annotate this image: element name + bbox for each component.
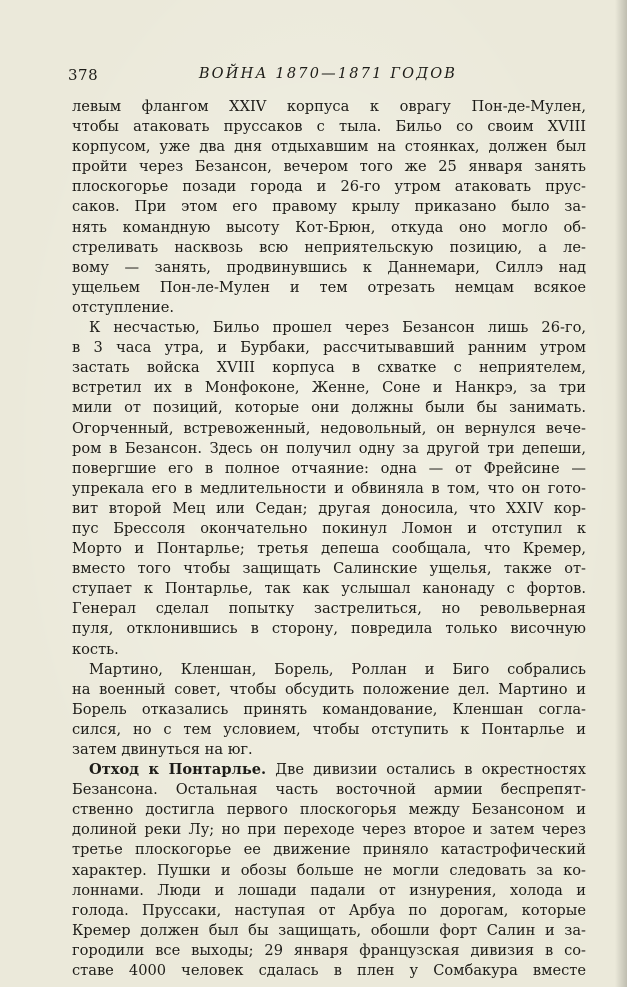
text-line: кость. [72, 640, 119, 658]
text-line: мили от позиций, которые они должны были бы занимать. [72, 399, 586, 417]
text-line: лоннами. Люди и лошади падали от изнурения, холода и [72, 881, 586, 899]
text-line: Борель отказались принять командование, Кленшан согла- [72, 700, 586, 718]
text-line: ущельем Пон-ле-Мулен и тем отрезать немцам всякое [72, 278, 586, 296]
text-line: стреливать насквозь всю неприятельскую позицию, а ле- [72, 238, 586, 256]
page-edge-shadow [615, 0, 627, 987]
text-line: К несчастью, Бильо прошел через Безансон лишь 26-го, [89, 319, 586, 337]
text-line: ственно достигла первого плоскогорья между Безансоном и [72, 801, 586, 819]
text-line: левым флангом XXIV корпуса к оврагу Пон-де-Мулен, [72, 98, 586, 115]
text-line: Огорченный, встревоженный, недовольный, он вернулся вече- [72, 419, 586, 437]
page-number: 378 [68, 66, 99, 84]
text-line: ром в Безансон. Здесь он получил одну за другой три депеши, [72, 439, 586, 457]
running-title: ВОЙНА 1870—1871 ГОДОВ [198, 66, 458, 82]
text-line: пройти через Безансон, вечером того же 25 января занять [72, 158, 586, 176]
text-line: голода. Пруссаки, наступая от Арбуа по дорогам, которые [72, 901, 586, 919]
text-line: вому — занять, продвинувшись к Даннемари, Силлэ над [72, 258, 586, 276]
body-text [72, 97, 586, 981]
text-line: вместо того чтобы защищать Салинские ущелья, также от- [72, 560, 586, 578]
page-header [68, 66, 588, 90]
text-line: Мартино, Кленшан, Борель, Роллан и Биго собрались [89, 660, 586, 678]
text-line: ступает к Понтарлье, так как услышал канонаду с фортов. [72, 580, 586, 598]
text-line: на военный совет, чтобы обсудить положение дел. Мартино и [72, 680, 586, 698]
section-heading-rest: Две дивизии остались в окрестностях [266, 761, 586, 779]
text-line: третье плоскогорье ее движение приняло катастрофический [72, 841, 586, 859]
text-line: Кремер должен был бы защищать, обошли форт Салин и за- [72, 921, 586, 939]
text-line: пуля, отклонившись в сторону, повредила только височную [72, 620, 586, 638]
text-line: повергшие его в полное отчаяние: одна — от Фрейсине — [72, 459, 586, 477]
text-line: ставе 4000 человек сдалась в плен у Сомбакура вместе [72, 962, 586, 980]
text-line: чтобы атаковать пруссаков с тыла. Бильо со своим XVIII [72, 118, 586, 136]
text-line: пус Брессоля окончательно покинул Ломон и отступил к [72, 519, 586, 537]
text-line: упрекала его в медлительности и обвиняла в том, что он гото- [72, 479, 586, 497]
text-line: корпусом, уже два дня отдыхавшим на стоянках, должен был [72, 138, 586, 156]
text-line: Генерал сделал попытку застрелиться, но револьверная [72, 600, 586, 618]
section-heading: Отход к Понтарлье. [89, 761, 267, 779]
text-line: отступление. [72, 298, 175, 316]
text-line: вит второй Мец или Седан; другая доносила, что XXIV кор- [72, 499, 586, 517]
text-line: Морто и Понтарлье; третья депеша сообщала, что Кремер, [72, 540, 586, 558]
text-line: саков. При этом его правому крылу приказано было за- [72, 198, 586, 216]
text-line: городили все выходы; 29 января французская дивизия в со- [72, 941, 586, 959]
text-line: в 3 часа утра, и Бурбаки, рассчитывавший ранним утром [72, 339, 586, 357]
text-line: нять командную высоту Кот-Брюн, откуда оно могло об- [72, 218, 586, 236]
text-line: застать войска XVIII корпуса в схватке с неприятелем, [72, 359, 586, 377]
text-line: долиной реки Лу; но при переходе через второе и затем через [72, 821, 586, 839]
text-line: плоскогорье позади города и 26-го утром атаковать прус- [72, 178, 586, 196]
text-line: встретил их в Монфоконе, Женне, Соне и Нанкрэ, за три [72, 379, 586, 397]
text-line: сился, но с тем условием, чтобы отступить к Понтарлье и [72, 720, 586, 738]
text-line: Безансона. Остальная часть восточной армии беспрепят- [72, 781, 586, 799]
text-line: затем двинуться на юг. [72, 741, 253, 758]
text-line: характер. Пушки и обозы больше не могли следовать за ко- [72, 861, 586, 879]
section-start-line [72, 760, 586, 780]
